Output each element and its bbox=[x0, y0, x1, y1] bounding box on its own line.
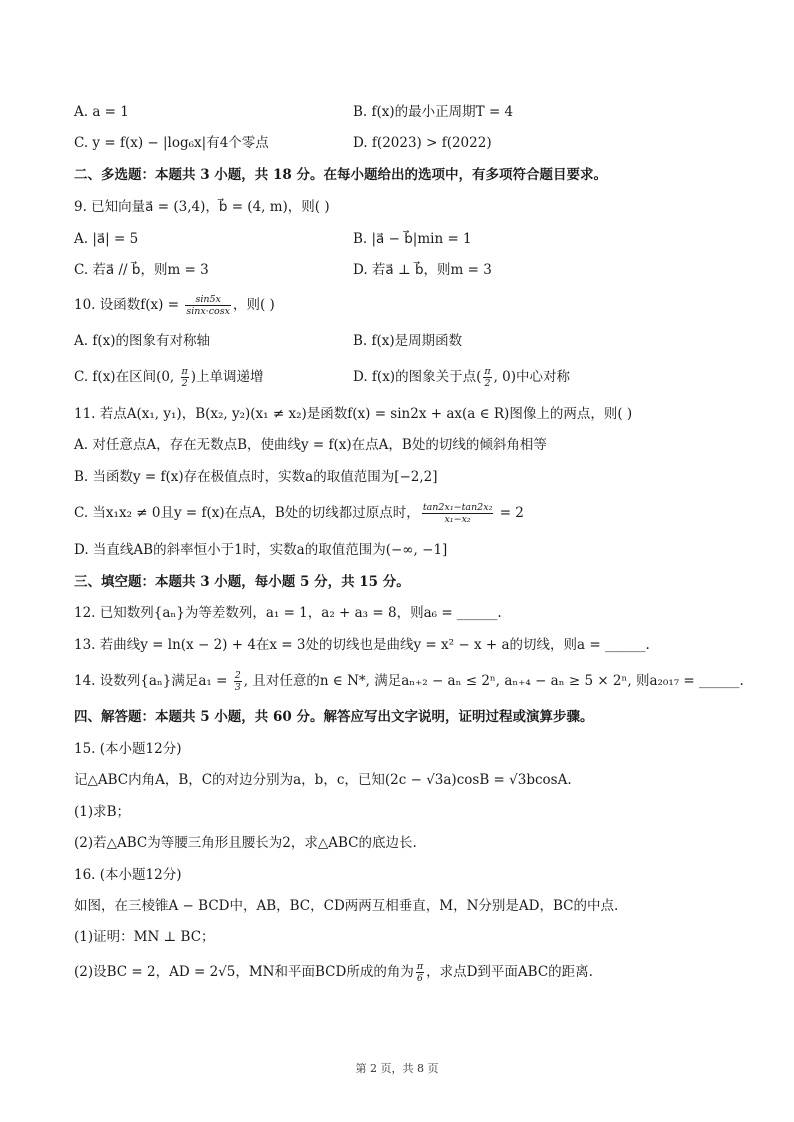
question-16: 16. (本小题12分) bbox=[74, 867, 182, 883]
q16-part-1: (1)证明：MN ⊥ BC； bbox=[74, 929, 215, 945]
section-multi-choice-heading: 二、多选题：本题共 3 小题，共 18 分。在每小题给出的选项中，有多项符合题目要求。 bbox=[74, 167, 607, 183]
q11-option-c bbox=[74, 502, 524, 525]
q16-2-suffix: ，求点D到平面ABC的距离. bbox=[426, 964, 593, 980]
q10-prefix: 10. 设函数f(x) = bbox=[74, 297, 184, 313]
q14-prefix: 14. 设数列{aₙ}满足a₁ = bbox=[74, 673, 232, 689]
q16-2-pi: π bbox=[416, 961, 424, 972]
q10-c-prefix: C. f(x)在区间(0, bbox=[74, 369, 179, 385]
q10-numerator: sin5x bbox=[185, 294, 231, 306]
q15-body: 记△ABC内角A，B，C的对边分别为a，b，c，已知(2c − √3a)cosB = √3bcosA. bbox=[74, 772, 572, 788]
q10-option-c bbox=[74, 366, 264, 389]
q10-d-pi: π bbox=[484, 366, 491, 377]
question-9: 9. 已知向量a⃗ = (3,4)，b⃗ = (4, m)，则( ) bbox=[74, 199, 330, 215]
q10-d-fraction bbox=[483, 366, 491, 389]
q15-part-1: (1)求B； bbox=[74, 804, 131, 820]
q9-option-d: D. 若a⃗ ⊥ b⃗，则m = 3 bbox=[353, 262, 492, 278]
question-13: 13. 若曲线y = ln(x − 2) + 4在x = 3处的切线也是曲线y = x² − x + a的切线，则a = ______. bbox=[74, 637, 650, 653]
q10-c-suffix: )上单调递增 bbox=[190, 369, 264, 385]
question-15: 15. (本小题12分) bbox=[74, 741, 182, 757]
q10-c-pi: π bbox=[181, 366, 188, 377]
q10-c-two: 2 bbox=[181, 378, 188, 389]
q16-2-prefix: (2)设BC = 2，AD = 2√5，MN和平面BCD所成的角为 bbox=[74, 964, 414, 980]
q8-option-d: D. f(2023) > f(2022) bbox=[353, 135, 492, 151]
q14-suffix: , 且对任意的n ∈ N*, 满足aₙ₊₂ − aₙ ≤ 2ⁿ, aₙ₊₄ − aₙ ≥ 5 × 2ⁿ, 则a₂₀₁₇ = ______. bbox=[243, 673, 744, 689]
q10-d-two: 2 bbox=[484, 378, 491, 389]
q11-option-b: B. 当函数y = f(x)存在极值点时，实数a的取值范围为[−2,2] bbox=[74, 469, 438, 485]
q14-numerator: 2 bbox=[234, 670, 241, 681]
q16-2-six: 6 bbox=[416, 973, 423, 984]
page-footer: 第 2 页，共 8 页 bbox=[355, 1062, 439, 1075]
q16-2-fraction bbox=[416, 961, 424, 984]
q11-c-numerator: tan2x₁−tan2x₂ bbox=[422, 502, 493, 513]
q8-option-a: A. a = 1 bbox=[74, 104, 129, 120]
q10-option-a: A. f(x)的图象有对称轴 bbox=[74, 333, 210, 349]
q11-c-fraction bbox=[422, 502, 494, 525]
q10-c-fraction bbox=[181, 366, 189, 389]
question-10 bbox=[74, 294, 275, 317]
q10-d-prefix: D. f(x)的图象关于点( bbox=[353, 369, 482, 385]
q10-fraction bbox=[185, 294, 231, 317]
q10-option-d bbox=[353, 366, 570, 389]
q9-option-c: C. 若a⃗ // b⃗，则m = 3 bbox=[74, 262, 209, 278]
q16-body: 如图，在三棱锥A − BCD中，AB，BC，CD两两互相垂直，M，N分别是AD，BC的中点. bbox=[74, 898, 619, 914]
question-12: 12. 已知数列{aₙ}为等差数列，a₁ = 1，a₂ + a₃ = 8，则a₆ = ______. bbox=[74, 605, 502, 621]
q14-fraction bbox=[234, 670, 242, 693]
question-11: 11. 若点A(x₁, y₁)，B(x₂, y₂)(x₁ ≠ x₂)是函数f(x) = sin2x + ax(a ∈ R)图像上的两点，则( ) bbox=[74, 406, 633, 422]
q14-denominator: 3 bbox=[234, 682, 241, 693]
q8-option-b: B. f(x)的最小正周期T = 4 bbox=[353, 104, 514, 120]
q10-denominator: sinx·cosx bbox=[186, 306, 230, 317]
q11-c-denominator: x₁−x₂ bbox=[444, 514, 471, 525]
q10-d-suffix: , 0)中心对称 bbox=[493, 369, 571, 385]
q11-option-d: D. 当直线AB的斜率恒小于1时，实数a的取值范围为(−∞, −1] bbox=[74, 542, 448, 558]
q11-c-prefix: C. 当x₁x₂ ≠ 0且y = f(x)在点A，B处的切线都过原点时， bbox=[74, 505, 420, 521]
question-14 bbox=[74, 670, 744, 693]
q9-option-b: B. |a⃗ − b⃗|min = 1 bbox=[353, 231, 472, 247]
section-fill-blank-heading: 三、填空题：本题共 3 小题，每小题 5 分，共 15 分。 bbox=[74, 574, 410, 590]
q10-suffix: ，则( ) bbox=[233, 297, 275, 313]
q11-option-a: A. 对任意点A，存在无数点B，使曲线y = f(x)在点A，B处的切线的倾斜角相等 bbox=[74, 437, 547, 453]
q8-option-c: C. y = f(x) − |log₆x|有4个零点 bbox=[74, 135, 269, 151]
q10-option-b: B. f(x)是周期函数 bbox=[353, 333, 463, 349]
q15-part-2: (2)若△ABC为等腰三角形且腰长为2，求△ABC的底边长. bbox=[74, 835, 417, 851]
section-answer-heading: 四、解答题：本题共 5 小题，共 60 分。解答应写出文字说明，证明过程或演算步骤。 bbox=[74, 709, 594, 725]
q9-option-a: A. |a⃗| = 5 bbox=[74, 231, 139, 247]
q16-part-2 bbox=[74, 961, 593, 984]
q11-c-suffix: = 2 bbox=[495, 505, 524, 521]
